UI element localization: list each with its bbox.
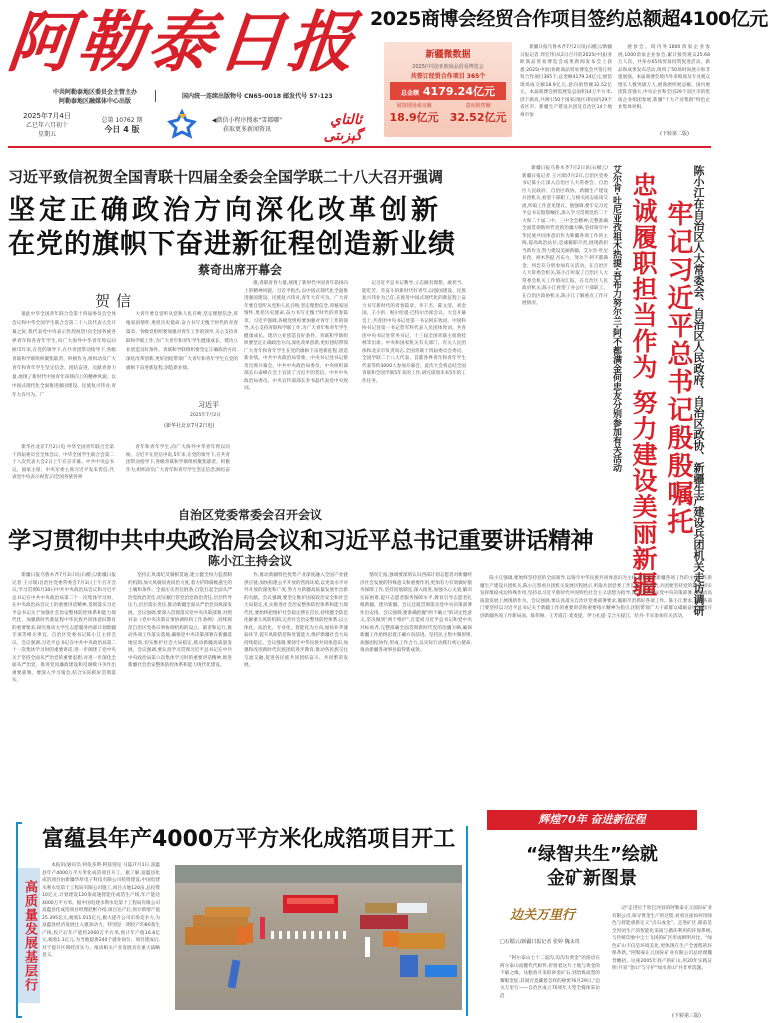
data-card-total — [390, 82, 506, 100]
data-card-subtitle: 2025(中国)亚欧商品贸易博览会 — [412, 64, 484, 70]
paragraph: 情况汇报,强调要深刻认识西部计划志愿者对新疆经济社会发展的特殊意义和重要作用,更加有力有效做好服务保障工作,坚持因地制宜,深入推进,加强关心关爱,解决实际困难,提升志愿者服务保障水平,教育引导志愿者扎根新疆、建功新疆。会议还就贯彻落实党中央决策部署作出安排。会议强调,要准确把握"两个确立"的决定性意义,坚决做到"两个维护",自觉同习近平总书记和党中央对标看齐,完整准确全面贯彻新时代党的治疆方略,确保新疆工作始终沿着正确方向前进。坚持民主集中制原则,加强团结协作,形成工作合力,以实际行动践行初心使命,推动新疆各项事业取得新成效。 — [360, 573, 472, 653]
letter-col-2 — [126, 310, 238, 386]
gold-story-continued[interactable]: (下转第三版) — [672, 1013, 701, 1019]
lead-story-subhead: 蔡奇出席开幕会 — [197, 263, 282, 277]
sidebar-column-label: 高质量发展基层行 — [18, 868, 40, 1003]
stat-1-label: 展馆现场成交额 — [396, 103, 432, 109]
right-story-headline-2[interactable]: 忠诚履职担当作为 努力建设美丽新疆 — [629, 172, 658, 598]
fuyun-story-headline[interactable]: 富蕴县年产4000万平方米化成箔项目开工 — [42, 827, 456, 852]
paragraph: 展参会。境内外1800余家企业参展,1000余家企业参会,累计接待观众25.68万人次。共举办65场贸易投资促进活动、新品和成果发布活动,组织了50场时尚展示和非遗展演。本届商博会境内外采购商及专业观众增长人数突破万人,展商展所展总额、国内展团阵容强大,中央企业和全国29个省区市的优质企业组团参展,新疆"十大产业集群"特色企业集体亮相。 — [618, 45, 710, 110]
right-story-body-wide — [480, 575, 712, 785]
anniversary-banner: 辉煌70年 奋进新征程 — [487, 810, 697, 830]
gold-story-byline: □石榴云/新疆日报记者 张婷 魏永贵 — [500, 939, 580, 945]
top-story-col-1 — [520, 44, 612, 137]
divider — [155, 90, 156, 102]
paragraph: 作,推动新疆特色优势产业深度融入全国产业链供应链,加快构建公平开放的营商环境,以更高水平对外开放的深度和广度,努力为新疆高质量发展作出新的贡献。会议强调,要坚定维护国家政治安全和社会大局稳定,扎实推进社会治安整体防控体系和能力现代化,要始终把维护社会稳定摆在首位,持续健全防范化解重大风险机制,完善社会治安整体防控体系,以立体化、法治化、专业化、智能化为方向,加快补齐薄弱环节,提升风险防范和处置能力,维护新疆社会大局持续稳定。会议强调,要铸牢中华民族共同体意识,加强和改进新时代民族团结进步教育,推动各民族交往交流交融,促进各民族共同团结奋斗、共同繁荣发展。 — [244, 573, 348, 668]
paragraph: 新华社北京7月2日电 中华全国青年联合会第十四届委员会全体会议、中华全国学生联合会第二十八次代表大会2日上午在京开幕。中共中央总书记、国家主席、中央军委主席习近平发来贺信,代表党中央表示祝贺,向全国各族各界 — [12, 445, 114, 480]
paragraph: 本报讯(通讯员 阿依多斯·阿依别克 马磊)7月1日,富蕴县年产4000万平方米化成箔项目开工。据了解,富蕴县化成箔项目由新疆华厚电子科技有限公司投资建设,中国电建水利水电第十工程局有限公司施工,项目占地120亩,总投资10亿元,计划建设120条高速智能化成箔生产线,年产能达4000万平方米。据中国电建水利水电第十工程局有限公司富蕴县化成箔项目经理赵彬介绍,项目达产后,预计新增产值25.395亿元,税收1.015亿元,极大提升公司市场竞争力,为富蕴县经济发展注入强劲动力。特别是一期投产的80条生产线,投产后年产能约2060万平方米,预计年产值16.8亿元,税收1.1亿元,为当地提供240个就业岗位。项目建成后,对于提升区域经济实力、推动相关产业发展具有重大战略意义。 — [42, 863, 160, 958]
fuyun-story-body — [42, 862, 160, 1020]
right-story-subhead: 艾尔肯·吐尼亚孜祖木热提·吾布力努尔兰·阿不都满金何忠友分别参加有关活动 — [611, 165, 621, 473]
data-card-title: 新疆微数据 — [425, 50, 471, 60]
stat-1 — [390, 102, 439, 125]
party-meeting-kicker: 自治区党委常委会召开会议 — [177, 508, 322, 522]
stat-1-value: 18.9亿元 — [389, 111, 439, 124]
paragraph: 新疆日报乌鲁木齐7月3日讯(石榴云/新疆日报记者 王兴瑞)自治区党委常委会7月3日上午召开会议,学习贯彻6月30日中共中央政治局会议和习近平总书记在中共中央政治局第二十一次集体学习时、在中央政治局会议上的重要讲话精神,贯彻落实习近平总书记关于加强社会治安整体防控体系和能力现代化、加强新时代新征程中华民族共同体意识教育的重要要求,研究推动大学生志愿服务西部计划新疆专项等相关事宜。自治区党委书记陈小江主持会议。会议强调,习近平总书记在中共中央政治局第二十一次集体学习时的重要讲话,进一步阐述了党中央关于坚持全面从严治党的重要思想,对进一步深化全面从严治党、推进党风廉政建设和反腐败斗争作出重要部署。要深入学习领会,结合实际抓好贯彻落实。 — [12, 573, 116, 683]
letter-title: 贺信 — [95, 292, 138, 310]
right-story-kicker: 陈小江在自治区人大常委会、自治区人民政府、自治区政协、新疆生产建设兵团机关走访调研 — [692, 165, 705, 616]
gold-story-col-2 — [612, 905, 712, 1013]
sponsor-line-2: 阿勒泰地区融媒体中心出版 — [58, 98, 131, 105]
party-meeting-col-1 — [12, 572, 116, 785]
stat-2 — [450, 102, 507, 125]
serial-number: 国内统一连续出版物号 CN65-0018 邮发代号 57-123 — [182, 93, 333, 100]
lead-story-byline-col — [12, 444, 114, 494]
top-story-headline[interactable]: 2025商博会经贸合作项目签约总额超4100亿元 — [370, 8, 768, 30]
top-story-continued[interactable]: (下转第二版) — [660, 131, 689, 137]
lead-story-kicker: 习近平致信祝贺全国青联十四届全委会全国学联二十八大召开强调 — [8, 168, 444, 186]
lead-story-headline-2[interactable]: 在党的旗帜下奋进新征程创造新业绩 — [8, 229, 456, 260]
groundbreaking-photo[interactable] — [175, 865, 462, 1010]
letter-source: (新华社北京7月2日电) — [164, 423, 215, 429]
data-card — [384, 42, 512, 137]
paragraph: 新疆日报乌鲁木齐7月2日讯(石榴云/新疆日报记者 周宏伟)从2日召开的2025(中国)亚欧商品贸易博览会成果新闻发布会上获悉:2025(中国)亚欧商品贸易博览会共签订经贸合作项目365个,总金额4179.24亿元;展馆现场成交额18.9亿元,意向销售额32.52亿元。本届商博会展馆展览总面积14万平方米,创下新高,共吸引50个国家(地区)和国内29个省区市、新疆生产建设兵团及自治区14个地州市参 — [520, 45, 612, 118]
lead-story-headline-1[interactable]: 坚定正确政治方向深化改革创新 — [8, 195, 442, 226]
wechat-note-line-1: ◀微信小程序搜索"雪都嘟" — [211, 117, 283, 124]
lead-story-col-3 — [244, 280, 348, 494]
party-meeting-col-4 — [360, 572, 472, 785]
sponsor-line-1: 中共阿勒泰地区委员会主管主办 — [52, 89, 137, 96]
paragraph: 青年和青年学生,向广大海外中华青年致以问候。习近平在贺信中说,5年来,在党的领导下,在共青团带动指导下,各级青联和学联组织聚焦职责、积极作为,组织动员广大青年和青年学生坚定信念,踔厉奋 — [126, 445, 230, 473]
letter-date: 2025年7月2日 — [190, 413, 221, 418]
lead-story-col-2 — [126, 444, 230, 494]
stat-2-label: 意向销售额 — [465, 103, 491, 109]
date-block — [14, 112, 80, 139]
paragraph: 值此中华全国青年联合会第十四届委员会全体会议和中华全国学生联合会第二十八次代表大会开幕之际,我代表党中央表示热烈祝贺!向全国各族各界青年和各青年学生,向广大海外中华青年致以问候!5年来,在党的领导下,在共青团带动指导下,各级青联和学联组织聚焦职责、积极作为,组织动员广大青年和青年学生坚定信念、团结奋进、贡献青春力量,展现了新时代中国青年昂扬向上的精神风貌。以中国式现代化全面推进强国建设、民族复兴伟业,青年大有可为。广 — [12, 312, 116, 398]
letter-signature: 习近平 — [198, 401, 219, 409]
section-divider — [8, 146, 711, 148]
gold-story-headline-1[interactable]: “绿智共生”绘就 — [526, 844, 658, 865]
gold-story-headline-2[interactable]: 金矿新图景 — [547, 868, 637, 889]
party-meeting-headline[interactable]: 学习贯彻中共中央政治局会议和习近平总书记重要讲话精神 — [8, 527, 593, 554]
paragraph: “阿尔泰山七十二道沟,沟沟有黄金”的俗语在阿尔泰山南麓代代相传,折射着这片土地与黄金的不解之缘。从粗放开采的砂金矿石,到冶炼成型的耀眼金锭,其间究竟藏着怎样的秘密?6月29日,“边关万里行——自治区成立70周年大型全媒体采访活 — [500, 956, 600, 999]
issue-block — [92, 116, 152, 134]
party-meeting-col-3 — [244, 572, 348, 785]
right-story-body — [522, 165, 608, 570]
data-card-stats — [384, 102, 512, 125]
weekday: 星期五 — [37, 131, 56, 138]
lead-story-col-4 — [362, 280, 466, 460]
stat-2-value: 32.52亿元 — [449, 111, 507, 124]
right-story-headline-1[interactable]: 牢记习近平总书记殷殷嘱托 — [663, 200, 693, 536]
paragraph: 动”走进位于哈巴河县的阿勒泰正元国际矿业有限公司,探寻黄金生产的过程,看看这座如何用绿色与智能重新定义“点石成金”。走进矿区,眼前是全封闭生产的智能化采间与循环利用的环保系统,与传统印象中尘土飞扬的矿区形成鲜明对比。“绿色矿山不仅是环境美化,更体现在生产全流程的环保革新。”阿勒泰正元国际矿业有限公司总经理魏晋概括。这座2005年投产的矿山,用20年实践证明:开采“金山”与守护“绿水青山”并非单选题。 — [612, 906, 712, 971]
paragraph: 大青年要自觉听从党和人民召唤,坚定理想信念,厚植家国情怀,勇担历史使命,奋力书写无愧于时代的青春篇章。各级党组织要加强对青年工作的领导,关心支持青联和学联工作,为广大青年和青年学生健康成长、建功立业创造良好条件。青联和学联组织要坚定正确政治方向,深化改革创新,更好团结带领广大青年和青年学生在党的旗帜下奋进新征程,创造新业绩。 — [126, 312, 238, 371]
miniprogram-logo-icon[interactable] — [168, 110, 196, 138]
party-meeting-col-2 — [128, 572, 232, 785]
issue-date: 2025年7月4日 — [23, 112, 71, 120]
photo-illustration — [175, 865, 462, 1010]
wechat-note-line-2: 获取更多新闻资讯 — [222, 126, 271, 133]
letter-col-1 — [12, 310, 116, 438]
right-bracket — [466, 826, 468, 1016]
pages-today: 今日 4 版 — [104, 125, 140, 134]
issue-total: 总第 10762 期 — [101, 117, 143, 124]
paragraph: 陈小江强调,要始终坚持党的全面领导,以铸牢中华民族共同体意识为主线,持续推动新疆各项工作的主线。在新疆生产建设兵团机关,陈小江察看兵团机关发展历程展示,听取兵团党委工作汇报。他指出,兵团要坚持党的领导,切实发挥维稳戍边特殊作用,坚持以习近平新时代中国特色社会主义思想为指导,深入贯彻落实党中央决策部署,在推动高质量发展上展现新作为。会议强调,要认真落实自治区党委部署要求,履职尽责抓好各项工作。陈小江要求,各级各部门要坚持以习近平总书记关于新疆工作的重要讲话和重要指示精神为指引,团结带领广大干部群众砥砺奋进,持续开创新疆各项工作新局面。陈伟俊、王芳霞江·麦麦提、伊力扎提·艾合买提江、哈丹·卡宾参加有关活动。 — [480, 576, 712, 619]
total-value: 4179.24亿元 — [422, 85, 495, 98]
paragraph: 新疆日报乌鲁木齐7月2日讯(石榴云/新疆日报记者 王兴瑞)7月2日,自治区党委书记陈小江深入自治区人大常委会、自治区人民政府、自治区政协、新疆生产建设兵团机关,看望干部职工,与相关同志座谈交流,听取工作意见建议。他强调,要牢记习近平总书记殷殷嘱托,深入学习贯彻党的二十大和二十届二中、三中全会精神,完整准确全面贯彻新时代党的治疆方略,坚持铸牢中华民族共同体意识作为新疆各项工作的主线,提高政治站位,忠诚履职尽责,展现新担当新作为,努力建设美丽新疆。艾尔肯·吐尼亚孜、祖木热提·吾布力、努尔兰·阿不都满金、何忠友分别参加有关活动。在自治区人大常委会机关,陈小江听取了自治区人大常委会机关工作情况汇报。在自治区人民政府机关,陈小江看望了办公厅干部职工。在自治区政协机关,陈小江了解重点工作开展情况。 — [522, 166, 608, 306]
paragraph: 记习近平总书记教导,立志做有理想、敢担当、能吃苦、肯奋斗的新时代好青年,以强国建设、民族复兴伟业为己任,在推进中国式现代化的新征程上奋力书写新时代的青春篇章。李干杰、陈文清、刘金国、王小洪、帕尔哈提·巴特尔出席会议。大会开幕会上,共青团中央书记处第一书记阿东致词。中国科协书记处第一书记贺军科代表人民团体致词。共青团中央书记处常务书记、十三届全国青联主席俞桂林等出席。中央和国家机关有关部门、有关人民团体和北京市负责同志,全国青联十四届委员会委员、全国学联二十八大代表、首都各界青年和青年学生代表等约3000人参加开幕会。此次大会将总结全国青联和全国学联5年来的工作,研究谋划未来5年的工作任务。 — [362, 281, 466, 384]
gold-story-col-1 — [500, 955, 600, 1023]
paragraph: 坚持正风肃纪反腐相贯通,建立健全权力监督制约机制,加大风腐同查同治力度,着力铲除腐败滋生的土壤和条件。全面压实责任链条,自觉扛起全面从严治党政治责任,切实履行管党治党政治责任,层层传导压力,层层落实责任,推动新疆全面从严治党向纵深发展。会议强调,要深入贯彻落实党中央决策部署,对照对表《党中央决策议事协调机构工作条例》,持续规范自治区党委议事协调机构的设立、职责和运行,推动各项工作落实落地,确保党中央决策部署在新疆落地见效,切实维护社会大局稳定,推动新疆高质量发展。会议强调,要认真学习贯彻习近平总书记在中共中央政治局第六次集体学习时的重要讲话精神,推进新疆社会治安整体防控体系和能力现代化建设。 — [128, 573, 232, 668]
paragraph: 歌,青联青春力量,展现了新时代中国青年昂扬向上的精神风貌。习近平指出,以中国式现代化全面推进强国建设、民族复兴伟业,青年大有可为。广大青年要自觉听从党和人民召唤,坚定理想信念,厚植家国情怀,勇担历史使命,奋力书写无愧于时代的青春篇章。习近平强调,各级党组织要加强对青年工作的领导,关心支持青联和学联工作,为广大青年和青年学生健康成长、建功立业创造良好条件。青联和学联组织要坚定正确政治方向,深化改革创新,更好团结带领广大青年和青年学生在党的旗帜下奋进新征程,创造新业绩。中共中央政治局常委、中央书记处书记蔡奇出席开幕会。中共中央政治局委员、中央组织部部长石泰峰在会上宣读了习近平的贺信。中共中央政治局委员、中央宣传部部长李书磊代表党中央致词。 — [244, 281, 348, 391]
column-logo: 边关万里行 — [510, 908, 576, 923]
total-label: 总金额 — [401, 90, 420, 97]
sponsor-info — [20, 88, 170, 106]
top-story-col-2 — [618, 44, 710, 130]
masthead-title: 阿勒泰日报 — [3, 3, 363, 81]
uyghur-title: ئالتاي گېزىتى — [323, 112, 362, 144]
lunar-date: 乙巳年六月初十 — [25, 122, 68, 129]
party-meeting-subhead: 陈小江主持会议 — [207, 554, 292, 568]
wechat-note — [202, 116, 292, 134]
data-card-line: 共签订经贸合作项目 365个 — [410, 73, 486, 80]
